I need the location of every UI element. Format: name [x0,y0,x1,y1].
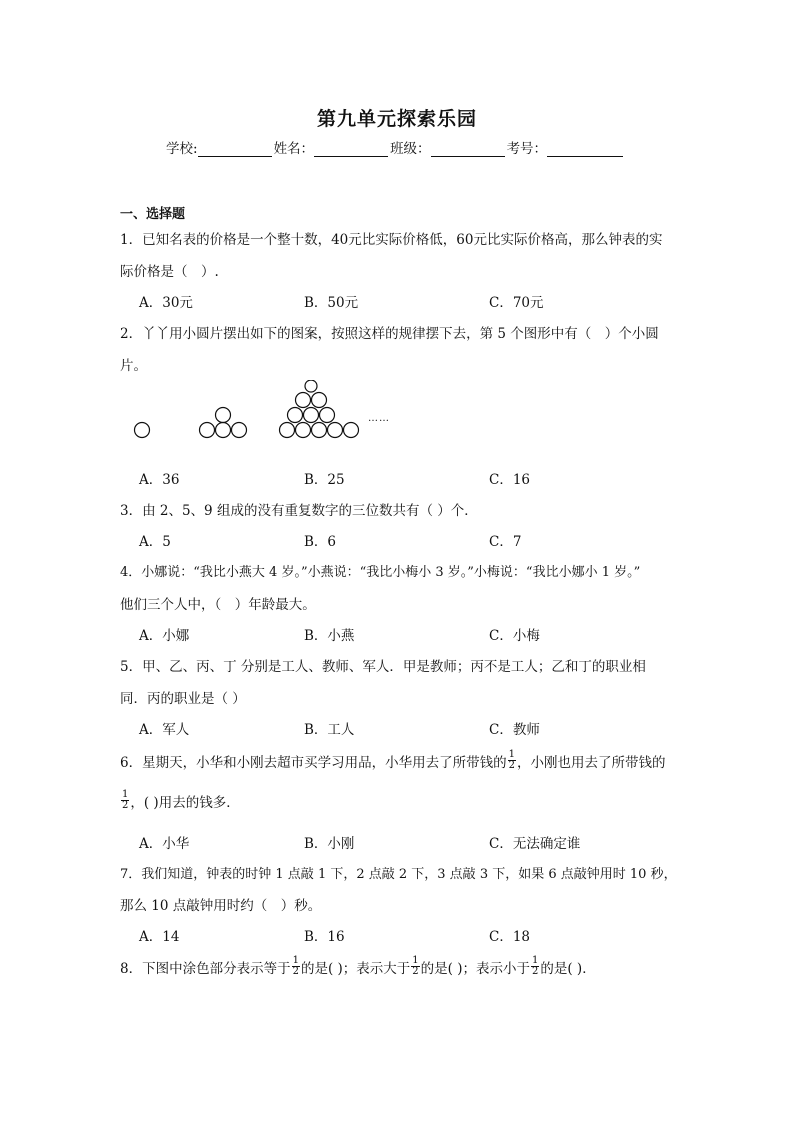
fraction-one-half [531,956,539,977]
question-1-option-b[interactable]: B．50元 [304,295,359,311]
question-3-option-c[interactable]: C．7 [489,534,522,550]
name-label: 姓名： [273,141,315,157]
question-2-option-c[interactable]: C．16 [489,472,531,488]
question-1-text: 1．已知名表的价格是一个整十数，40元比实际价格低，60元比实际价格高，那么钟表的实 [120,232,663,248]
fraction-numerator: 1 [122,789,129,800]
fraction-denominator: 2 [532,966,539,977]
pattern-3-circle [280,423,295,438]
pattern-ellipsis: …… [368,413,390,424]
question-7-option-b[interactable]: B．16 [304,929,345,945]
fraction-numerator: 1 [412,955,419,966]
question-1-text-cont: 际价格是（ ）. [120,264,219,280]
question-3-option-a[interactable]: A．5 [139,534,171,550]
question-4-text-cont: 他们三个人中，（ ）年龄最大。 [120,597,316,613]
class-label: 班级： [390,141,431,157]
question-8-text-3: 的是( )；表示小于 [420,960,530,977]
pattern-3-circle [320,408,335,423]
question-7-text-cont: 那么 10 点敲钟用时约（ ）秒。 [120,898,322,914]
pattern-2-circle [232,423,247,438]
question-8-text-2: 的是( )；表示大于 [300,960,411,977]
pattern-2-circle [200,423,215,438]
page-title: 第九单元探索乐园 [316,108,477,130]
fraction-denominator: 2 [508,760,515,771]
question-4-option-a[interactable]: A．小娜 [139,628,190,644]
student-info-row [166,137,625,157]
question-2-text-cont: 片。 [120,358,147,374]
question-5-text: 5．甲、乙、丙、丁 分别是工人、教师、军人．甲是教师；丙不是工人；乙和丁的职业相 [120,659,646,675]
question-5-option-c[interactable]: C．教师 [489,722,540,738]
pattern-3-circle [296,393,311,408]
fraction-numerator: 1 [508,749,515,760]
pattern-3-circle [312,423,327,438]
fraction-denominator: 2 [122,800,129,811]
pattern-1-circle [135,423,150,438]
school-label: 学校: [166,141,198,157]
fraction-numerator: 1 [532,955,539,966]
exam-number-label: 考号： [506,141,548,157]
question-8-text-4: 的是( )． [540,960,596,977]
question-3-text: 3．由 2、5、9 组成的没有重复数字的三位数共有（ ）个． [120,503,478,519]
question-8-line [120,956,596,977]
question-4-text: 4．小娜说：“我比小燕大 4 岁。”小燕说：“我比小梅小 3 岁。”小梅说：“我比小娜小 1 岁。” [120,565,641,580]
name-blank[interactable] [314,143,388,157]
question-1-option-a[interactable]: A．30元 [139,295,193,311]
pattern-3-circle [328,423,343,438]
pattern-3-circle [304,408,319,423]
question-2-option-a[interactable]: A．36 [139,472,180,488]
pattern-2-circle [216,408,231,423]
question-6-text: 6．星期天，小华和小刚去超市买学习用品，小华用去了所带钱的 [120,754,507,771]
school-blank[interactable] [198,143,272,157]
question-6-line-2 [120,790,240,811]
question-5-option-a[interactable]: A．军人 [139,722,190,738]
question-6-option-b[interactable]: B．小刚 [304,836,355,852]
question-2-option-b[interactable]: B．25 [304,472,345,488]
question-7-text: 7．我们知道，钟表的时钟 1 点敲 1 下，2 点敲 2 下，3 点敲 3 下，如果 6 点敲钟用时 10 秒， [120,867,677,882]
fraction-denominator: 2 [412,966,419,977]
fraction-numerator: 1 [292,955,299,966]
question-7-option-a[interactable]: A．14 [139,929,180,945]
fraction-one-half [508,750,516,771]
question-2-text: 2．丫丫用小圆片摆出如下的图案，按照这样的规律摆下去，第 5 个图形中有（ ）个小圆 [120,326,659,342]
fraction-one-half [121,790,129,811]
question-8-text: 8．下图中涂色部分表示等于 [120,960,291,977]
section-title: 一、选择题 [120,207,186,222]
pattern-3-circle [344,423,359,438]
question-6-text-mid: ，小刚也用去了所带钱的 [516,754,666,771]
pattern-3-circle [305,380,317,392]
pattern-3-circle [288,408,303,423]
pattern-3-circle [296,423,311,438]
question-3-option-b[interactable]: B．6 [304,534,337,550]
question-1-option-c[interactable]: C．70元 [489,295,544,311]
question-6-option-a[interactable]: A．小华 [139,836,190,852]
question-5-text-cont: 同．丙的职业是（ ） [120,691,246,707]
fraction-denominator: 2 [292,966,299,977]
pattern-3-circle [312,393,327,408]
question-5-option-b[interactable]: B．工人 [304,722,355,738]
fraction-one-half [292,956,300,977]
class-blank[interactable] [431,143,505,157]
pattern-2-circle [216,423,231,438]
question-4-option-c[interactable]: C．小梅 [489,628,540,644]
exam-number-blank[interactable] [547,143,623,157]
question-6-option-c[interactable]: C．无法确定谁 [489,836,581,852]
question-7-option-c[interactable]: C．18 [489,929,531,945]
question-4-option-b[interactable]: B．小燕 [304,628,355,644]
question-6-text-cont: ，( )用去的钱多． [130,794,240,811]
question-6-line-1 [120,750,665,771]
fraction-one-half [411,956,419,977]
